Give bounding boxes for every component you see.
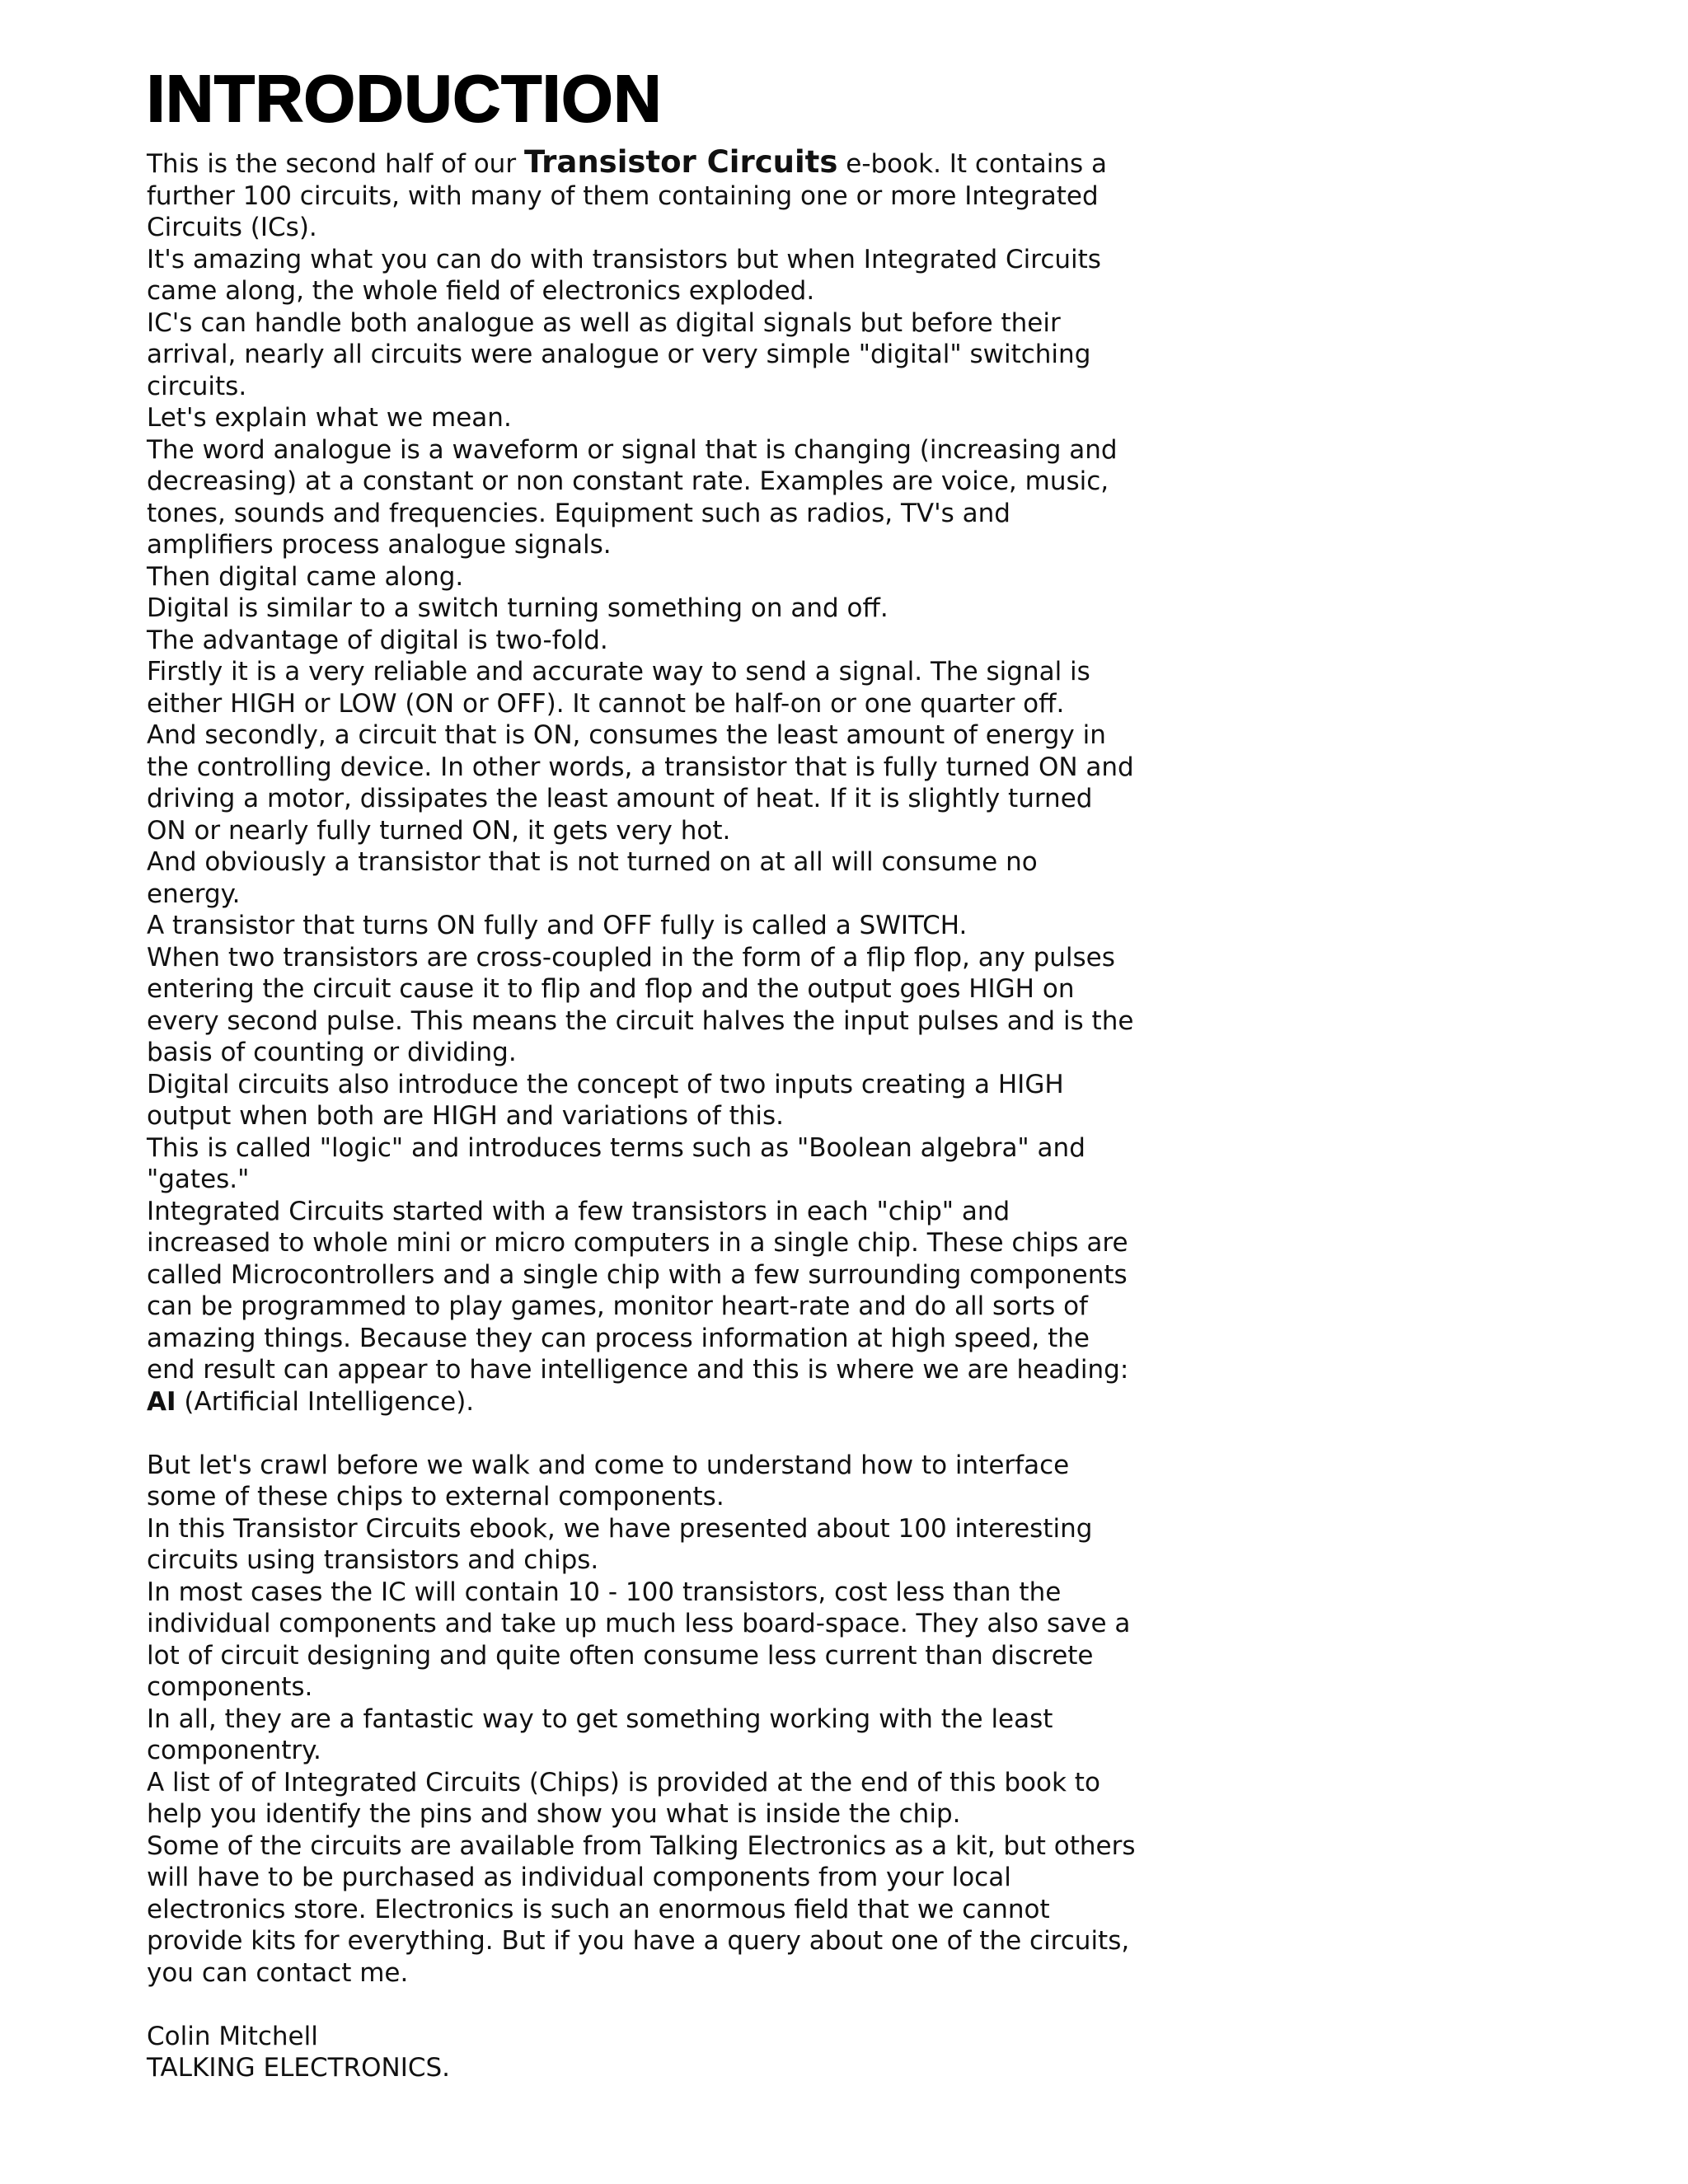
document-body [147,144,1136,2084]
signature-name: Colin Mitchell [147,2021,318,2051]
paragraph: Let's explain what we mean. [147,403,512,433]
paragraph: This is called "logic" and introduces terms such as "Boolean algebra" and "gates." [147,1132,1085,1194]
paragraph: When two transistors are cross-coupled in the form of a flip flop, any pulses entering the circuit cause it to flip and flop and the output goes HIGH on every second pulse. This means the circuit halves the input pulses and is the basis of counting or dividing. [147,942,1134,1067]
intro-text-after: e-book. It contains a further 100 circuits, with many of them containing one or more Integrated Circuits (ICs). [147,149,1107,242]
paragraph: Firstly it is a very reliable and accurate way to send a signal. The signal is either HIGH or LOW (ON or OFF). It cannot be half-on or one quarter off. [147,657,1090,719]
book-name: Transistor Circuits [523,144,838,180]
paragraph: In all, they are a fantastic way to get something working with the least componentry. [147,1704,1053,1765]
paragraph: And secondly, a circuit that is ON, consumes the least amount of energy in the controlling device. In other words, a transistor that is fully turned ON and driving a motor, dissipates the least amount of heat. If it is slightly turned ON or nearly fully turned ON, it gets very hot. [147,720,1134,846]
paragraph: Digital circuits also introduce the concept of two inputs creating a HIGH output when both are HIGH and variations of this. [147,1069,1064,1131]
paragraph: The advantage of digital is two-fold. [147,625,608,655]
blank-line [147,1418,1136,1450]
ai-paragraph [147,1196,1136,1418]
paragraph: And obviously a transistor that is not turned on at all will consume no energy. [147,847,1038,909]
paragraph: IC's can handle both analogue as well as digital signals but before their arrival, nearly all circuits were analogue or very simple "digital" switching circuits. [147,307,1091,401]
paragraph: In this Transistor Circuits ebook, we have presented about 100 interesting circuits using transistors and chips. [147,1513,1093,1575]
paragraph: A list of of Integrated Circuits (Chips) is provided at the end of this book to help you identify the pins and show you what is inside the chip. [147,1767,1100,1829]
ai-term: AI [147,1386,176,1417]
paragraph: In most cases the IC will contain 10 - 100 transistors, cost less than the individual components and take up much less board-space. They also save a lot of circuit designing and quite often consume less current than discrete components. [147,1577,1131,1702]
paragraph: Digital is similar to a switch turning something on and off. [147,593,889,623]
paragraph: It's amazing what you can do with transistors but when Integrated Circuits came along, the whole field of electronics exploded. [147,244,1101,306]
paragraph: But let's crawl before we walk and come to understand how to interface some of these chips to external components. [147,1450,1070,1511]
signature-company: TALKING ELECTRONICS. [147,2053,451,2083]
paragraph: Then digital came along. [147,561,464,592]
page-title: INTRODUCTION [147,62,663,135]
blank-line [147,1989,1136,2021]
ai-text-after: (Artificial Intelligence). [176,1386,475,1417]
intro-paragraph [147,144,1136,244]
document-page [147,62,1136,2084]
paragraph: Some of the circuits are available from Talking Electronics as a kit, but others will have to be purchased as individual components from your local electronics store. Electronics is such an enormous field that we cannot provide kits for everything. But if you have a query about one of the circuits, you can contact me. [147,1830,1136,1988]
paragraph: The word analogue is a waveform or signal that is changing (increasing and decreasing) at a constant or non constant rate. Examples are voice, music, tones, sounds and frequencies. Equipment such as radios, TV's and amplifiers process analogue signals. [147,434,1118,560]
paragraph: A transistor that turns ON fully and OFF fully is called a SWITCH. [147,911,968,940]
intro-text-before: This is the second half of our [147,149,524,179]
ai-text-before: Integrated Circuits started with a few transistors in each "chip" and increased to whole mini or micro computers in a single chip. These chips are called Microcontrollers and a single chip with a few surrounding components can be programmed to play games, monitor heart-rate and do all sorts of amazing things. Because they can process information at high speed, the end result can appear to have intelligence and this is where we are heading: [147,1196,1129,1385]
